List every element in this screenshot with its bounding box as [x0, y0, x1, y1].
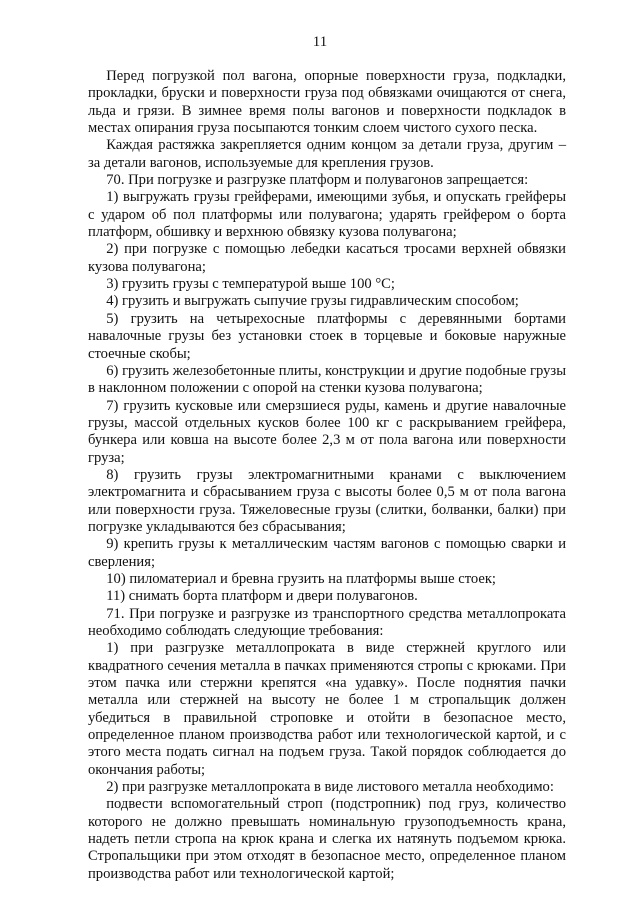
paragraph: 1) при разгрузке металлопроката в виде стержней круглого или квадратного сечения металла в пачках применяются стропы с крюками. При этом пачка или стержни крепятся «на удавку». После поднятия пачки металла или стержней на высоту не более 1 м стропальщик должен убедиться в правильной строповке и отойти в безопасное место, определенное планом производства работ или технологической картой, и с этого места подать сигнал на подъем груза. Такой порядок соблюдается до окончания работы; — [88, 640, 566, 778]
paragraph: 2) при погрузке с помощью лебедки касаться тросами верхней обвязки кузова полувагона; — [88, 241, 566, 275]
paragraph: 9) крепить грузы к металлическим частям вагонов с помощью сварки и сверления; — [88, 536, 566, 570]
paragraph: 7) грузить кусковые или смерзшиеся руды, камень и другие навалочные грузы, массой отдельных кусков более 100 кг с раскрыванием грейфера, бункера или ковша на высоте более 2,3 м от пола вагона или поверхности груза; — [88, 397, 566, 466]
paragraph: 71. При погрузке и разгрузке из транспортного средства металлопроката необходимо соблюдать следующие требования: — [88, 605, 566, 639]
paragraph: 4) грузить и выгружать сыпучие грузы гидравлическим способом; — [106, 293, 519, 310]
paragraph: 11) снимать борта платформ и двери полувагонов. — [106, 588, 418, 605]
paragraph: 70. При погрузке и разгрузке платформ и полувагонов запрещается: — [106, 172, 529, 189]
document-body — [88, 68, 566, 883]
paragraph: подвести вспомогательный строп (подстропник) под груз, количество которого не должно превышать номинальную грузоподъемность крана, надеть петли стропа на крюк крана и слегка их натянуть подъемом крюка. Стропальщики при этом отходят в безопасное место, определенное планом производства работ или технологической картой; — [88, 796, 566, 882]
paragraph: Каждая растяжка закрепляется одним концом за детали груза, другим – за детали вагонов, используемые для крепления грузов. — [88, 137, 566, 171]
paragraph: 6) грузить железобетонные плиты, конструкции и другие подобные грузы в наклонном положении с опорой на стенки кузова полувагона; — [88, 362, 566, 397]
paragraph: 5) грузить на четырехосные платформы с деревянными бортами навалочные грузы без установки стоек в торцевые и боковые наружные стоечные скобы; — [88, 310, 566, 362]
page-number: 11 — [312, 34, 328, 50]
paragraph: 1) выгружать грузы грейферами, имеющими зубья, и опускать грейферы с ударом об пол платформы или полувагона; ударять грейфером о борта платформ, обшивку и верхнюю обвязку кузова полувагона; — [88, 189, 566, 241]
paragraph: 3) грузить грузы с температурой выше 100 °С; — [106, 276, 395, 293]
paragraph: Перед погрузкой пол вагона, опорные поверхности груза, подкладки, прокладки, бруски и поверхности груза под обвязками очищаются от снега, льда и грязи. В зимнее время полы вагонов и поверхности подкладок в местах опирания груза посыпаются тонким слоем чистого сухого песка. — [88, 68, 566, 137]
paragraph: 2) при разгрузке металлопроката в виде листового металла необходимо: — [106, 779, 554, 796]
paragraph: 8) грузить грузы электромагнитными кранами с выключением электромагнита и сбрасыванием груза с высоты более 0,5 м от пола вагона или поверхности груза. Тяжеловесные грузы (слитки, болванки, балки) при погрузке укладываются без сбрасывания; — [88, 466, 566, 535]
paragraph: 10) пиломатериал и бревна грузить на платформы выше стоек; — [106, 570, 496, 587]
